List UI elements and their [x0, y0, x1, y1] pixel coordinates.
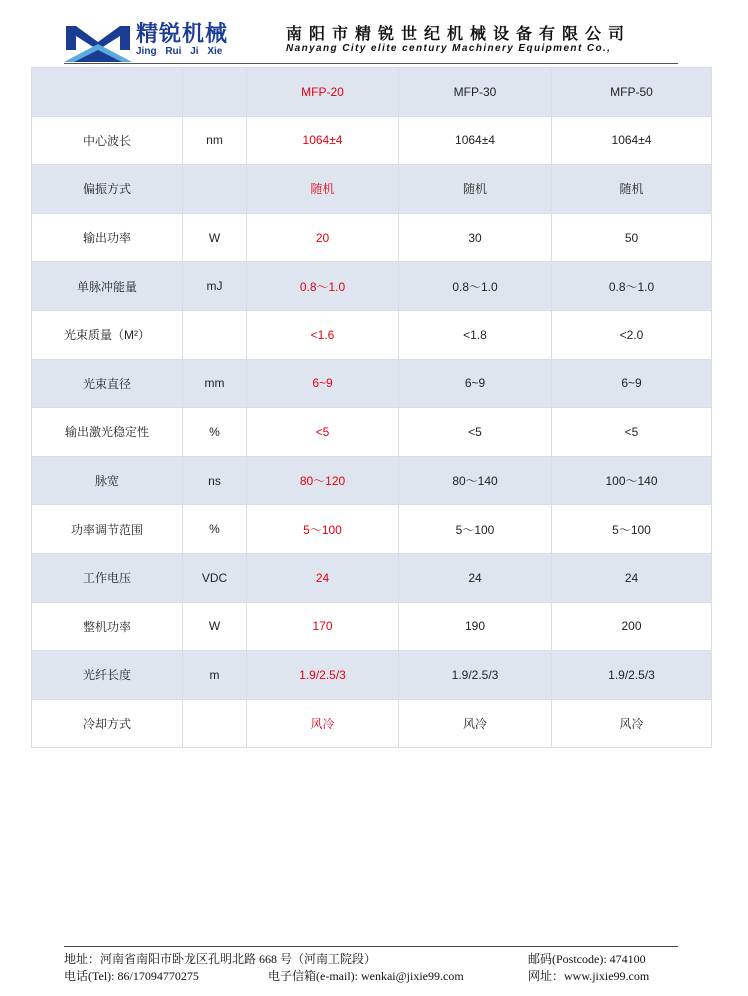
unit-cell: ns: [183, 456, 247, 505]
model-value-cell: <2.0: [552, 310, 712, 359]
model-value-cell: 20: [247, 213, 399, 262]
param-name-cell: 输出功率: [32, 213, 183, 262]
param-name-cell: 中心波长: [32, 116, 183, 165]
table-row: [32, 602, 712, 651]
table-row: [32, 553, 712, 602]
header-divider: [64, 63, 678, 64]
model-value-cell: 50: [552, 213, 712, 262]
page-header: [0, 0, 748, 66]
unit-cell: [183, 165, 247, 214]
table-row: [32, 408, 712, 457]
model-value-cell: 80～140: [399, 456, 552, 505]
logo-text-cn: 精锐机械: [136, 22, 229, 47]
param-name-cell: 光纤长度: [32, 651, 183, 700]
model-value-cell: MFP-30: [399, 68, 552, 117]
unit-cell: [183, 699, 247, 748]
model-value-cell: 1064±4: [552, 116, 712, 165]
footer-address: 地址：河南省南阳市卧龙区孔明北路 668 号（河南工院段）: [64, 952, 377, 966]
model-value-cell: 0.8～1.0: [247, 262, 399, 311]
param-name-cell: 偏振方式: [32, 165, 183, 214]
model-value-cell: <1.6: [247, 310, 399, 359]
param-name-cell: 整机功率: [32, 602, 183, 651]
company-name-en: Nanyang City elite century Machinery Equipment Co.,: [286, 43, 612, 54]
table-row: [32, 699, 712, 748]
param-name-cell: [32, 68, 183, 117]
model-value-cell: 风冷: [552, 699, 712, 748]
model-value-cell: 5～100: [399, 505, 552, 554]
param-name-cell: 单脉冲能量: [32, 262, 183, 311]
spec-table: [31, 67, 712, 748]
unit-cell: %: [183, 505, 247, 554]
model-value-cell: 24: [552, 553, 712, 602]
footer-postcode: 邮码(Postcode): 474100: [528, 952, 646, 966]
model-value-cell: 风冷: [399, 699, 552, 748]
model-value-cell: 随机: [552, 165, 712, 214]
unit-cell: W: [183, 213, 247, 262]
model-value-cell: 0.8～1.0: [399, 262, 552, 311]
unit-cell: [183, 310, 247, 359]
model-value-cell: 随机: [247, 165, 399, 214]
model-value-cell: 1.9/2.5/3: [552, 651, 712, 700]
unit-cell: [183, 68, 247, 117]
table-row: [32, 213, 712, 262]
model-value-cell: 5～100: [552, 505, 712, 554]
model-value-cell: 1064±4: [247, 116, 399, 165]
company-name-cn: 南阳市精锐世纪机械设备有限公司: [286, 24, 632, 43]
model-value-cell: <5: [552, 408, 712, 457]
logo-text-en: Jing Rui Ji Xie: [136, 46, 223, 57]
unit-cell: mm: [183, 359, 247, 408]
model-value-cell: <5: [399, 408, 552, 457]
unit-cell: W: [183, 602, 247, 651]
table-row: [32, 310, 712, 359]
table-row: [32, 505, 712, 554]
unit-cell: mJ: [183, 262, 247, 311]
model-value-cell: 24: [247, 553, 399, 602]
model-value-cell: 1.9/2.5/3: [399, 651, 552, 700]
model-value-cell: 200: [552, 602, 712, 651]
model-value-cell: 0.8～1.0: [552, 262, 712, 311]
model-value-cell: MFP-50: [552, 68, 712, 117]
table-row: [32, 359, 712, 408]
footer-tel: 电话(Tel): 86/17094770275: [64, 969, 199, 983]
table-row: [32, 456, 712, 505]
model-value-cell: 80～120: [247, 456, 399, 505]
model-value-cell: 6~9: [552, 359, 712, 408]
model-value-cell: 风冷: [247, 699, 399, 748]
model-value-cell: <1.8: [399, 310, 552, 359]
footer-divider: [64, 946, 678, 947]
model-value-cell: <5: [247, 408, 399, 457]
param-name-cell: 冷却方式: [32, 699, 183, 748]
table-row: [32, 165, 712, 214]
model-value-cell: 随机: [399, 165, 552, 214]
model-value-cell: 24: [399, 553, 552, 602]
model-value-cell: 1064±4: [399, 116, 552, 165]
model-value-cell: 6~9: [247, 359, 399, 408]
param-name-cell: 功率调节范围: [32, 505, 183, 554]
unit-cell: nm: [183, 116, 247, 165]
model-value-cell: 170: [247, 602, 399, 651]
param-name-cell: 脉宽: [32, 456, 183, 505]
model-value-cell: 190: [399, 602, 552, 651]
footer-email: 电子信箱(e-mail): wenkai@jixie99.com: [268, 969, 464, 983]
unit-cell: m: [183, 651, 247, 700]
footer-website: 网址：www.jixie99.com: [528, 969, 650, 983]
model-value-cell: 100～140: [552, 456, 712, 505]
model-value-cell: 6~9: [399, 359, 552, 408]
model-value-cell: 30: [399, 213, 552, 262]
model-value-cell: MFP-20: [247, 68, 399, 117]
table-header-row: [32, 68, 712, 117]
table-row: [32, 651, 712, 700]
table-row: [32, 262, 712, 311]
unit-cell: %: [183, 408, 247, 457]
param-name-cell: 光束直径: [32, 359, 183, 408]
param-name-cell: 输出激光稳定性: [32, 408, 183, 457]
unit-cell: VDC: [183, 553, 247, 602]
model-value-cell: 5～100: [247, 505, 399, 554]
company-logo-icon: [64, 16, 132, 62]
model-value-cell: 1.9/2.5/3: [247, 651, 399, 700]
table-row: [32, 116, 712, 165]
param-name-cell: 光束质量（M²）: [32, 310, 183, 359]
param-name-cell: 工作电压: [32, 553, 183, 602]
